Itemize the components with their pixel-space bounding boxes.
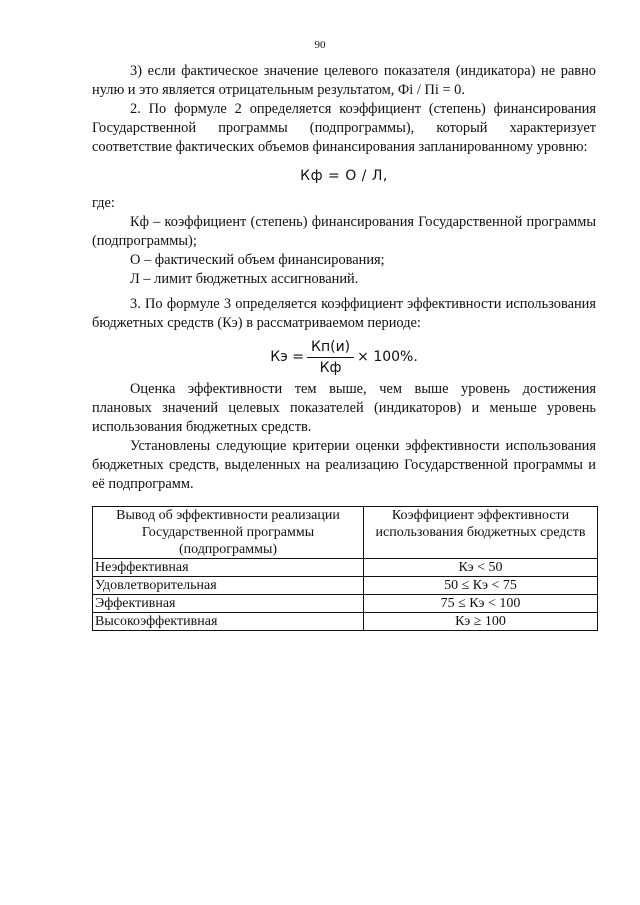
row-coefficient: 75 ≤ Кэ < 100 [364,595,598,613]
table-header-row [93,507,598,559]
definition-kf: Кф – коэффициент (степень) финансирования Государственной программы (подпрограммы); [92,214,596,249]
page-number: 90 [314,39,326,51]
formula-3-lhs: Кэ = [270,349,305,365]
formula-3-numerator: Кп(и) [307,339,354,358]
row-coefficient: Кэ < 50 [364,559,598,577]
definition-l: Л – лимит бюджетных ассигнований. [130,271,359,287]
table-row [93,613,598,631]
row-conclusion: Удовлетворительная [93,577,364,595]
row-coefficient: Кэ ≥ 100 [364,613,598,631]
row-conclusion: Неэффективная [93,559,364,577]
where-label: где: [92,195,115,211]
document-body [92,62,596,631]
header-conclusion: Вывод об эффективности реализации Государственной программы (подпрограммы) [93,507,364,559]
row-conclusion: Высокоэффективная [93,613,364,631]
formula-3-denominator: Кф [319,360,342,376]
paragraph-item-3: 3) если фактическое значение целевого показателя (индикатора) не равно нулю и это является отрицательным результатом, Фi / Пi = 0. [92,63,596,98]
criteria-table [92,506,598,631]
table-row [93,559,598,577]
definition-o: О – фактический объем финансирования; [130,252,385,268]
paragraph-criteria: Установлены следующие критерии оценки эффективности использования бюджетных средств, выделенных на реализацию Государственной программы и её подпрограмм. [92,438,596,492]
header-coefficient: Коэффициент эффективности использования бюджетных средств [364,507,598,559]
paragraph-formula-3-intro: 3. По формуле 3 определяется коэффициент эффективности использования бюджетных средств (Кэ) в рассматриваемом периоде: [92,296,596,331]
formula-3-rhs: × 100%. [357,349,418,365]
table-row [93,577,598,595]
row-coefficient: 50 ≤ Кэ < 75 [364,577,598,595]
paragraph-assessment: Оценка эффективности тем выше, чем выше уровень достижения плановых значений целевых показателей (индикаторов) и меньше уровень использования бюджетных средств. [92,381,596,435]
table-row [93,595,598,613]
paragraph-formula-2-intro: 2. По формуле 2 определяется коэффициент (степень) финансирования Государственной программы (подпрограммы), который характеризует соответствие фактических объемов финансирования запланированному уровню: [92,101,596,155]
formula-2: Кф = О / Л, [300,168,388,184]
formula-3-fraction [307,339,354,376]
formula-3 [92,339,596,376]
row-conclusion: Эффективная [93,595,364,613]
